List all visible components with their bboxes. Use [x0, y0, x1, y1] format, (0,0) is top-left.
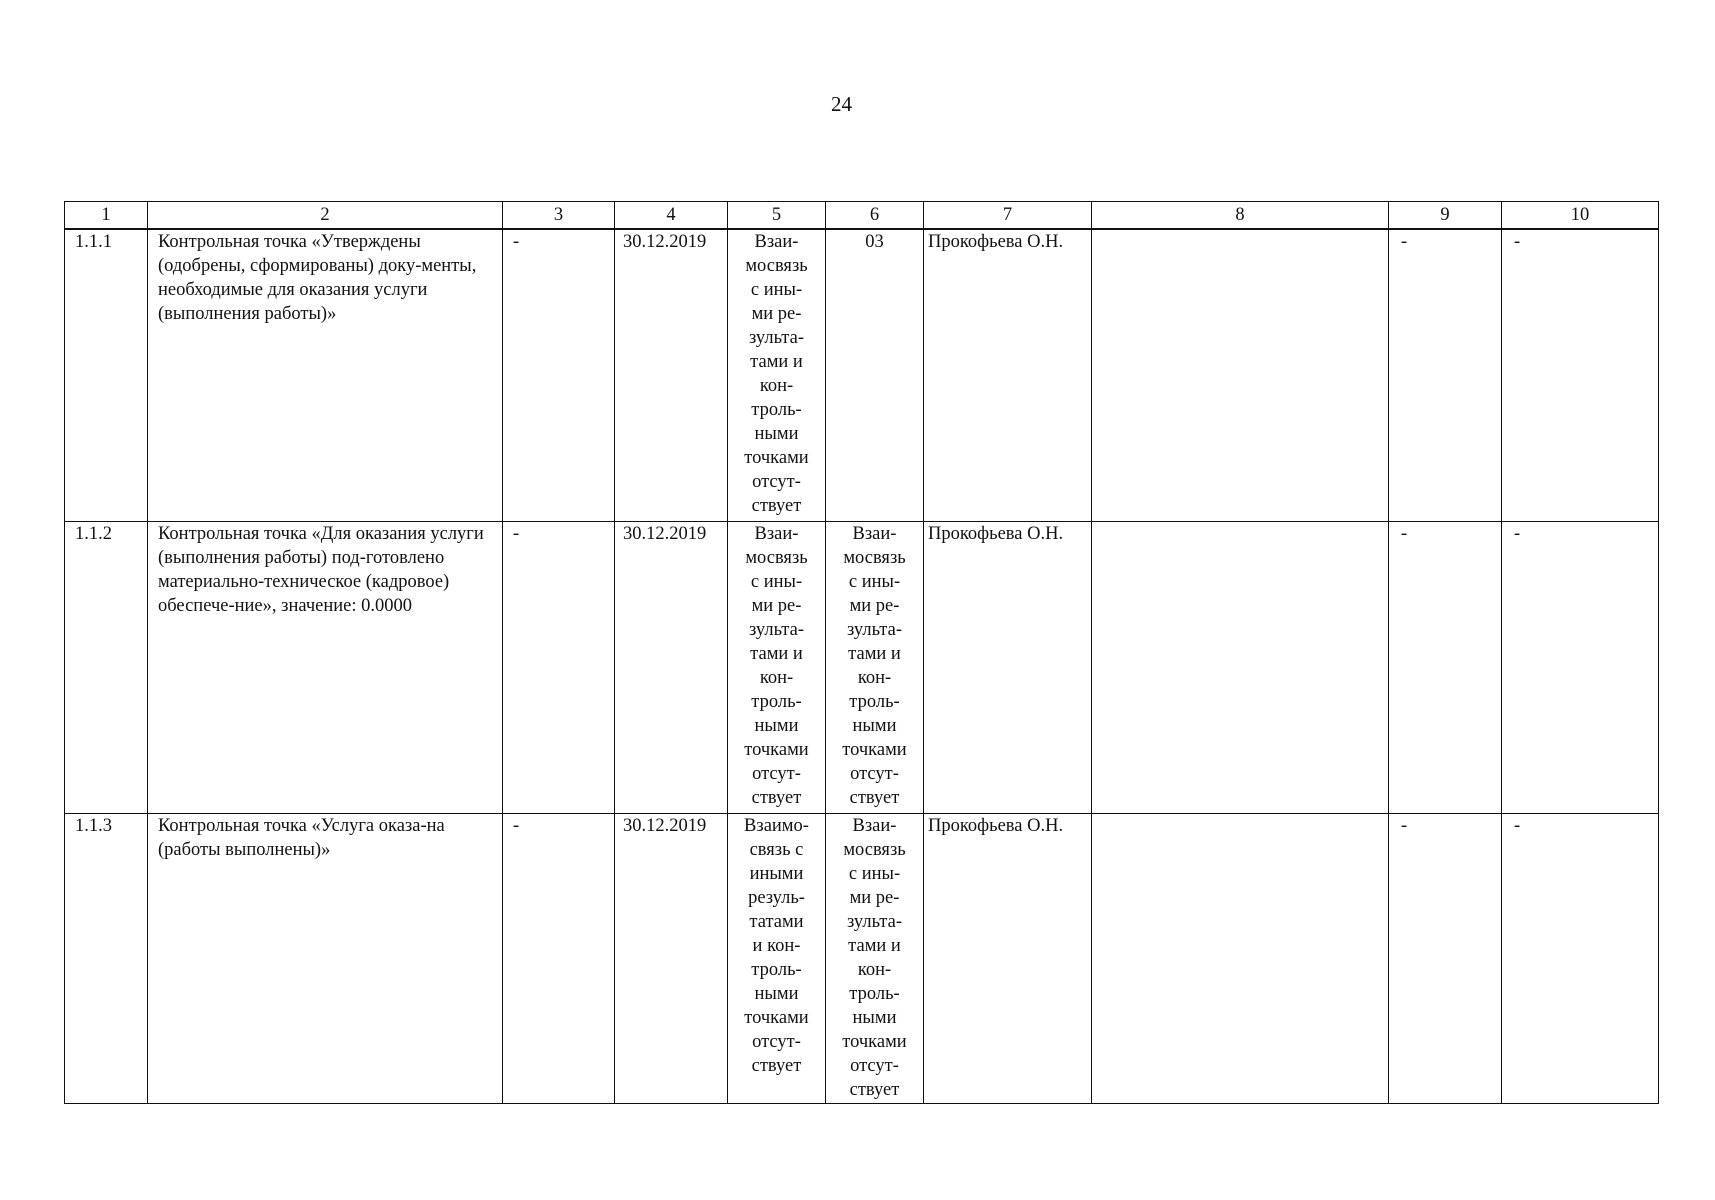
relation-text-line: с ины-: [750, 571, 803, 592]
page-number: 24: [831, 92, 852, 116]
relation-text-line: точками: [842, 739, 907, 760]
relation-text-line: зульта-: [748, 328, 804, 348]
col9-cell: -: [1389, 813, 1502, 1103]
header-col-7: 7: [924, 202, 1092, 230]
control-point-name-cell: Контрольная точка «Услуга оказа-на (работы выполнены)»: [148, 813, 503, 1103]
row-number-cell: 1.1.1: [65, 229, 148, 521]
relation-text-line: с ины-: [848, 863, 901, 884]
responsible-person-cell: Прокофьева О.Н.: [924, 521, 1092, 813]
deadline-date-cell: 30.12.2019: [615, 521, 728, 813]
relation-text-line: троль-: [849, 983, 900, 1004]
relation-text-line: Взаи-: [754, 523, 799, 544]
table-header-row: [65, 202, 1659, 230]
relation-text-line: 03: [865, 232, 884, 252]
relation-text-line: точками: [744, 448, 809, 468]
col10-cell: -: [1502, 229, 1659, 521]
relation-text-line: Взаи-: [852, 815, 897, 836]
col3-cell: -: [503, 521, 615, 813]
relation-text-line: зульта-: [846, 911, 902, 932]
relation-text-line: ми ре-: [751, 304, 802, 324]
relation-text-line: ми ре-: [849, 595, 900, 616]
header-col-5: 5: [728, 202, 826, 230]
table-body: [65, 229, 1659, 1103]
relation-text-line: отсут-: [752, 763, 801, 784]
relation-text-line: точками: [744, 739, 809, 760]
relation-text-line: резуль-: [748, 887, 805, 908]
col10-cell: -: [1502, 813, 1659, 1103]
relation-col5-cell: [728, 229, 826, 521]
relation-text-line: зульта-: [846, 619, 902, 640]
relation-text-line: кон-: [759, 376, 794, 396]
relation-text-line: троль-: [751, 959, 802, 980]
relation-text-line: ми ре-: [849, 887, 900, 908]
relation-text-line: отсут-: [752, 1031, 801, 1052]
relation-text-line: иными: [749, 863, 804, 884]
col9-cell: -: [1389, 521, 1502, 813]
col8-cell: [1092, 521, 1389, 813]
table-row: [65, 521, 1659, 813]
col8-cell: [1092, 229, 1389, 521]
table-row: [65, 229, 1659, 521]
relation-text-line: тами и: [750, 643, 803, 664]
responsible-person-cell: Прокофьева О.Н.: [924, 229, 1092, 521]
relation-text-line: троль-: [751, 400, 802, 420]
relation-text-line: отсут-: [752, 472, 801, 492]
relation-text-line: троль-: [849, 691, 900, 712]
header-col-8: 8: [1092, 202, 1389, 230]
relation-text-line: тами и: [750, 352, 803, 372]
header-col-2: 2: [148, 202, 503, 230]
deadline-date-cell: 30.12.2019: [615, 229, 728, 521]
relation-text-line: с ины-: [750, 280, 803, 300]
relation-text-line: с ины-: [848, 571, 901, 592]
col9-cell: -: [1389, 229, 1502, 521]
relation-text-line: мосвязь: [843, 839, 906, 860]
relation-text-line: точками: [842, 1031, 907, 1052]
relation-text-line: точками: [744, 1007, 809, 1028]
relation-text-line: ствует: [849, 1079, 900, 1100]
deadline-date-cell: 30.12.2019: [615, 813, 728, 1103]
relation-text-line: мосвязь: [745, 547, 808, 568]
relation-text-line: ствует: [751, 496, 802, 516]
relation-text-line: ствует: [849, 787, 900, 808]
relation-text-line: ными: [754, 983, 799, 1004]
responsible-person-cell: Прокофьева О.Н.: [924, 813, 1092, 1103]
relation-text-line: татами: [749, 911, 804, 932]
relation-text-line: тами и: [848, 935, 901, 956]
relation-text-line: зульта-: [748, 619, 804, 640]
relation-col6-cell: [826, 229, 924, 521]
relation-text-line: ствует: [751, 787, 802, 808]
header-col-10: 10: [1502, 202, 1659, 230]
relation-col6-cell: [826, 813, 924, 1103]
relation-text-line: ными: [754, 715, 799, 736]
row-number-cell: 1.1.2: [65, 521, 148, 813]
relation-text-line: кон-: [759, 667, 794, 688]
relation-text-line: ными: [852, 715, 897, 736]
relation-text-line: кон-: [857, 959, 892, 980]
relation-text-line: мосвязь: [843, 547, 906, 568]
header-col-1: 1: [65, 202, 148, 230]
col10-cell: -: [1502, 521, 1659, 813]
control-points-table: [64, 201, 1659, 1104]
control-point-name-cell: Контрольная точка «Для оказания услуги (выполнения работы) под-готовлено материально-техническое (кадровое) обеспече-ние», значение: 0.0000: [148, 521, 503, 813]
relation-col5-cell: [728, 813, 826, 1103]
col3-cell: -: [503, 229, 615, 521]
relation-text-line: кон-: [857, 667, 892, 688]
col8-cell: [1092, 813, 1389, 1103]
relation-text-line: мосвязь: [745, 256, 808, 276]
relation-text-line: отсут-: [850, 1055, 899, 1076]
relation-text-line: и кон-: [752, 935, 801, 956]
relation-text-line: Взаимо-: [744, 815, 809, 836]
table-row: [65, 813, 1659, 1103]
header-col-4: 4: [615, 202, 728, 230]
col3-cell: -: [503, 813, 615, 1103]
header-col-9: 9: [1389, 202, 1502, 230]
relation-col6-cell: [826, 521, 924, 813]
header-col-6: 6: [826, 202, 924, 230]
relation-text-line: тами и: [848, 643, 901, 664]
relation-col5-cell: [728, 521, 826, 813]
header-col-3: 3: [503, 202, 615, 230]
relation-text-line: троль-: [751, 691, 802, 712]
relation-text-line: Взаи-: [852, 523, 897, 544]
relation-text-line: ми ре-: [751, 595, 802, 616]
relation-text-line: ными: [852, 1007, 897, 1028]
relation-text-line: связь с: [749, 839, 804, 860]
relation-text-line: ными: [754, 424, 799, 444]
relation-text-line: Взаи-: [754, 232, 799, 252]
relation-text-line: ствует: [751, 1055, 802, 1076]
control-point-name-cell: Контрольная точка «Утверждены (одобрены, сформированы) доку-менты, необходимые для оказания услуги (выполнения работы)»: [148, 229, 503, 521]
row-number-cell: 1.1.3: [65, 813, 148, 1103]
relation-text-line: отсут-: [850, 763, 899, 784]
